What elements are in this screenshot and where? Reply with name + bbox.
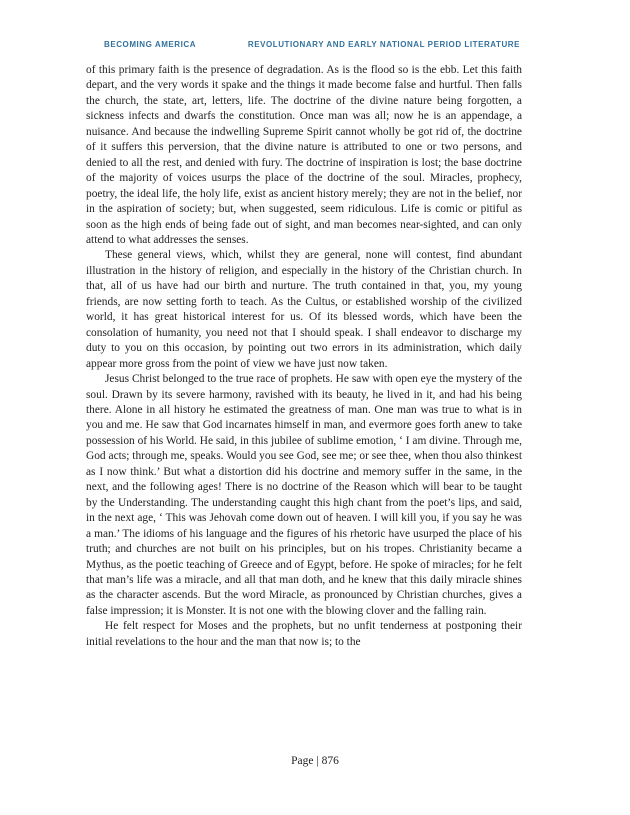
running-header — [104, 40, 520, 49]
body-text — [86, 63, 522, 650]
paragraph: Jesus Christ belonged to the true race of prophets. He saw with open eye the mystery of the soul. Drawn by its severe harmony, ravished with its beauty, he lived in it, and had his being there. Alone in all history he estimated the greatness of man. One man was true to what is in you and me. He saw that God incarnates himself in man, and evermore goes forth anew to take possession of his World. He said, in this jubilee of sublime emotion, ‘ I am divine. Through me, God acts; through me, speaks. Would you see God, see me; or see thee, when thou also thinkest as I now think.’ But what a distortion did his doctrine and memory suffer in the same, in the next, and the following ages! There is no doctrine of the Reason which will bear to be taught by the Understanding. The understanding caught this high chant from the poet’s lips, and said, in the next age, ‘ This was Jehovah come down out of heaven. I will kill you, if you say he was a man.’ The idioms of his language and the figures of his rhetoric have usurped the place of his truth; and churches are not built on his principles, but on his tropes. Christianity became a Mythus, as the poetic teaching of Greece and of Egypt, before. He spoke of miracles; for he felt that man’s life was a miracle, and all that man doth, and he knew that this daily miracle shines as the character ascends. But the word Miracle, as pronounced by Christian churches, gives a false impression; it is Monster. It is not one with the blowing clover and the falling rain. — [86, 373, 522, 617]
page-footer — [0, 755, 630, 767]
running-header-right: REVOLUTIONARY AND EARLY NATIONAL PERIOD LITERATURE — [247, 40, 520, 49]
page-number: Page | 876 — [291, 755, 339, 767]
paragraph: He felt respect for Moses and the prophets, but no unfit tenderness at postponing their initial revelations to the hour and the man that now is; to the — [86, 620, 522, 648]
paragraph: These general views, which, whilst they are general, none will contest, find abundant illustration in the history of religion, and especially in the history of the Christian church. In that, all of us have had our birth and nurture. The truth contained in that, you, my young friends, are now setting forth to teach. As the Cultus, or established worship of the civilized world, it has great historical interest for us. Of its blessed words, which have been the consolation of humanity, you need not that I should speak. I shall endeavor to discharge my duty to you on this occasion, by pointing out two errors in its administration, which daily appear more gross from the point of view we have just now taken. — [86, 249, 522, 370]
paragraph: of this primary faith is the presence of degradation. As is the flood so is the ebb. Let this faith depart, and the very words it spake and the things it made become false and hurtful. Then falls the church, the state, art, letters, life. The doctrine of the divine nature being forgotten, a sickness infects and dwarfs the constitution. Once man was all; now he is an appendage, a nuisance. And because the indwelling Supreme Spirit cannot wholly be got rid of, the doctrine of it suffers this perversion, that the divine nature is attributed to one or two persons, and denied to all the rest, and denied with fury. The doctrine of inspiration is lost; the base doctrine of the majority of voices usurps the place of the doctrine of the soul. Miracles, prophecy, poetry, the ideal life, the holy life, exist as ancient history merely; they are not in the belief, nor in the aspiration of society; but, when suggested, seem ridiculous. Life is comic or pitiful as soon as the high ends of being fade out of sight, and man becomes near-sighted, and can only attend to what addresses the senses. — [86, 64, 522, 246]
running-header-left: BECOMING AMERICA — [104, 40, 197, 49]
